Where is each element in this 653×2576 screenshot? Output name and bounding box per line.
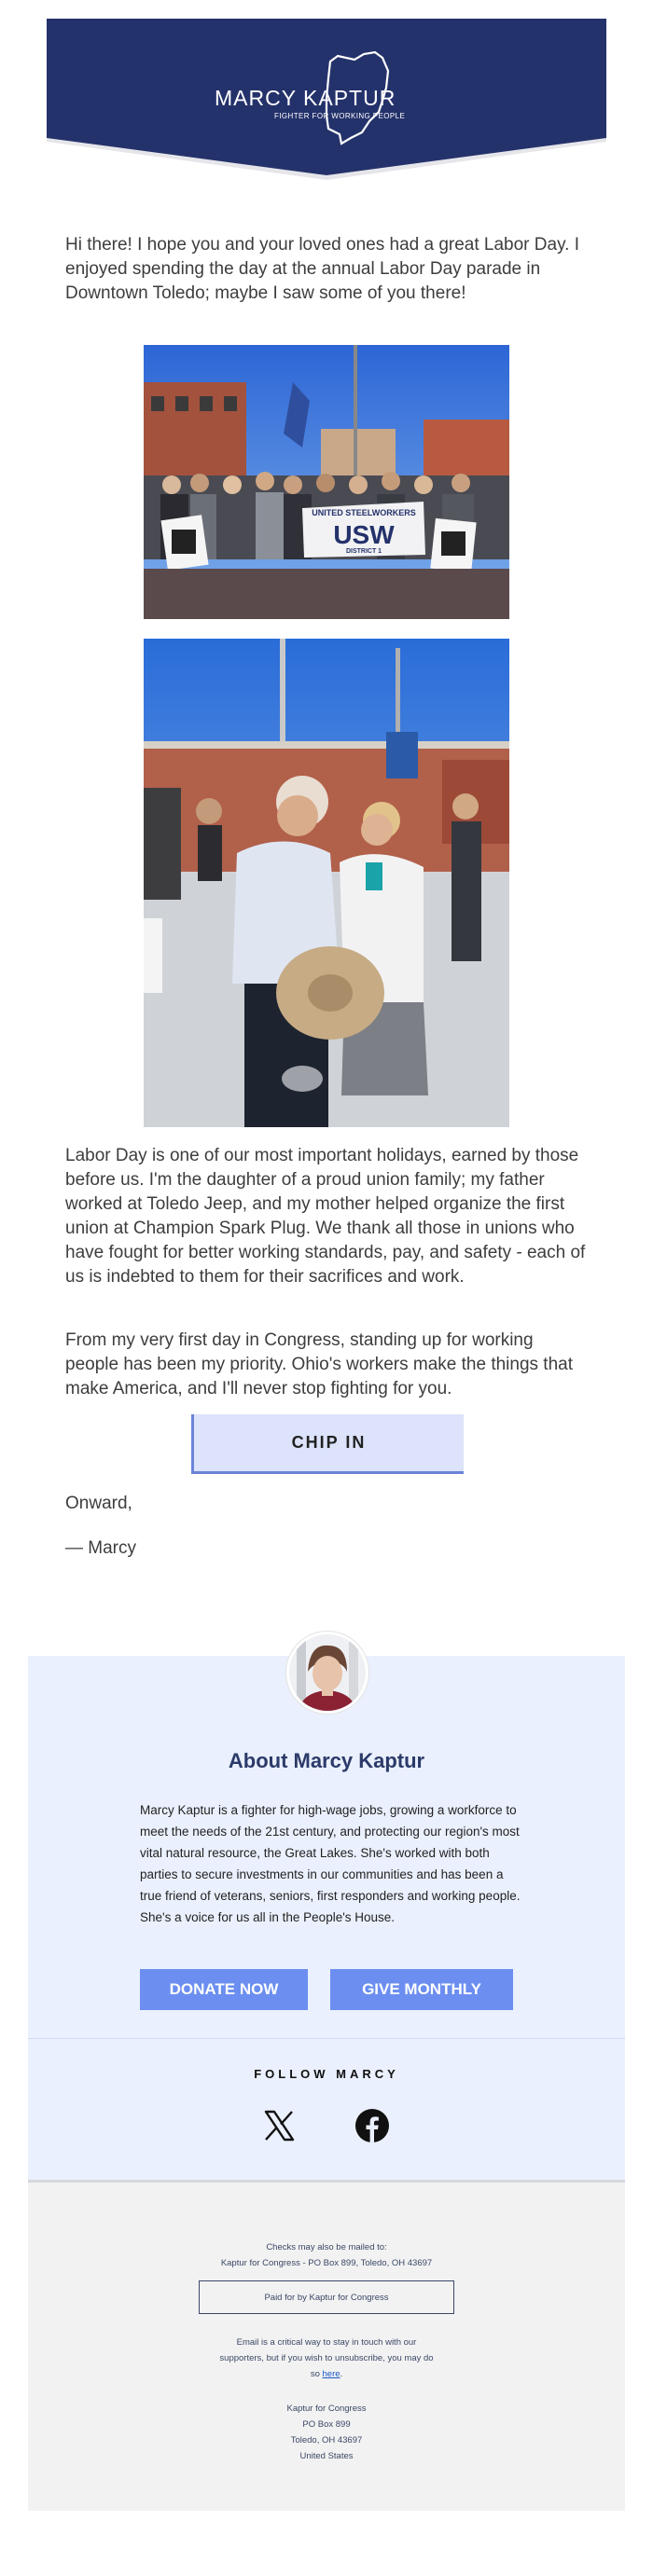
unsubscribe-line-3 [28,2367,625,2381]
give-monthly-button[interactable]: GIVE MONTHLY [330,1969,513,2010]
unsubscribe-line-1: Email is a critical way to stay in touch with our [236,2337,417,2348]
avatar [286,1632,368,1714]
unsubscribe-line-2: supporters, but if you wish to unsubscribe, you may do [219,2353,434,2363]
facebook-icon[interactable] [355,2109,389,2142]
banner-logo-text: USW [333,520,395,549]
banner-text-line2: DISTRICT 1 [345,548,382,555]
signoff: Onward, [65,1494,132,1513]
about-title: About Marcy Kaptur [228,1749,425,1772]
address-name: Kaptur for Congress [286,2404,367,2414]
follow-section [28,2038,625,2180]
about-text: Marcy Kaptur is a fighter for high-wage jobs, growing a workforce to meet the needs of the 21st century, and protecting our region's most vital natural resource, the Great Lakes. She's worked with both parties to secure investments in our communities and has been a true friend of veterans, seniors, first responders and working people. She's a voice for us all in the People's House. [140,1803,521,1924]
address-country: United States [299,2451,354,2461]
x-icon[interactable] [262,2109,296,2142]
address-po-box: PO Box 899 [302,2419,351,2430]
address-city: Toledo, OH 43697 [290,2435,363,2445]
header-banner [47,19,606,196]
unsubscribe-prefix: so [310,2369,323,2379]
greeting-photo [144,639,509,1127]
unsubscribe-suffix: . [340,2369,343,2379]
banner-text-line1: UNITED STEELWORKERS [312,508,416,517]
unsubscribe-link[interactable]: here [322,2369,340,2379]
labor-day-paragraph: Labor Day is one of our most important holidays, earned by those before us. I'm the daughter of a proud union family; my father worked at Toledo Jeep, and my mother helped organize the first union at Champion Spark Plug. We thank all those in unions who have fought for better working standards, pay, and safety - each of us is indebted to them for their sacrifices and work. [65,1146,586,1287]
intro-paragraph: Hi there! I hope you and your loved ones had a great Labor Day. I enjoyed spending the day at the annual Labor Day parade in Downtown Toledo; maybe I saw some of you there! [65,235,579,303]
donate-now-button[interactable]: DONATE NOW [140,1969,308,2010]
logo-tagline: FIGHTER FOR WORKING PEOPLE [274,112,406,120]
logo-name: MARCY KAPTUR [215,86,396,110]
paid-for-box: Paid for by Kaptur for Congress [199,2280,454,2314]
mail-line-2: Kaptur for Congress - PO Box 899, Toledo, OH 43697 [220,2258,433,2268]
priority-paragraph: From my very first day in Congress, standing up for working people has been my priority. Ohio's workers make the things that make America, and I'll never stop fighting for you. [65,1330,573,1398]
signature: — Marcy [65,1538,136,1558]
mail-line-1: Checks may also be mailed to: [266,2242,387,2252]
parade-group-photo [144,345,509,619]
chip-in-button[interactable]: CHIP IN [191,1414,464,1474]
follow-title: FOLLOW MARCY [254,2067,399,2081]
